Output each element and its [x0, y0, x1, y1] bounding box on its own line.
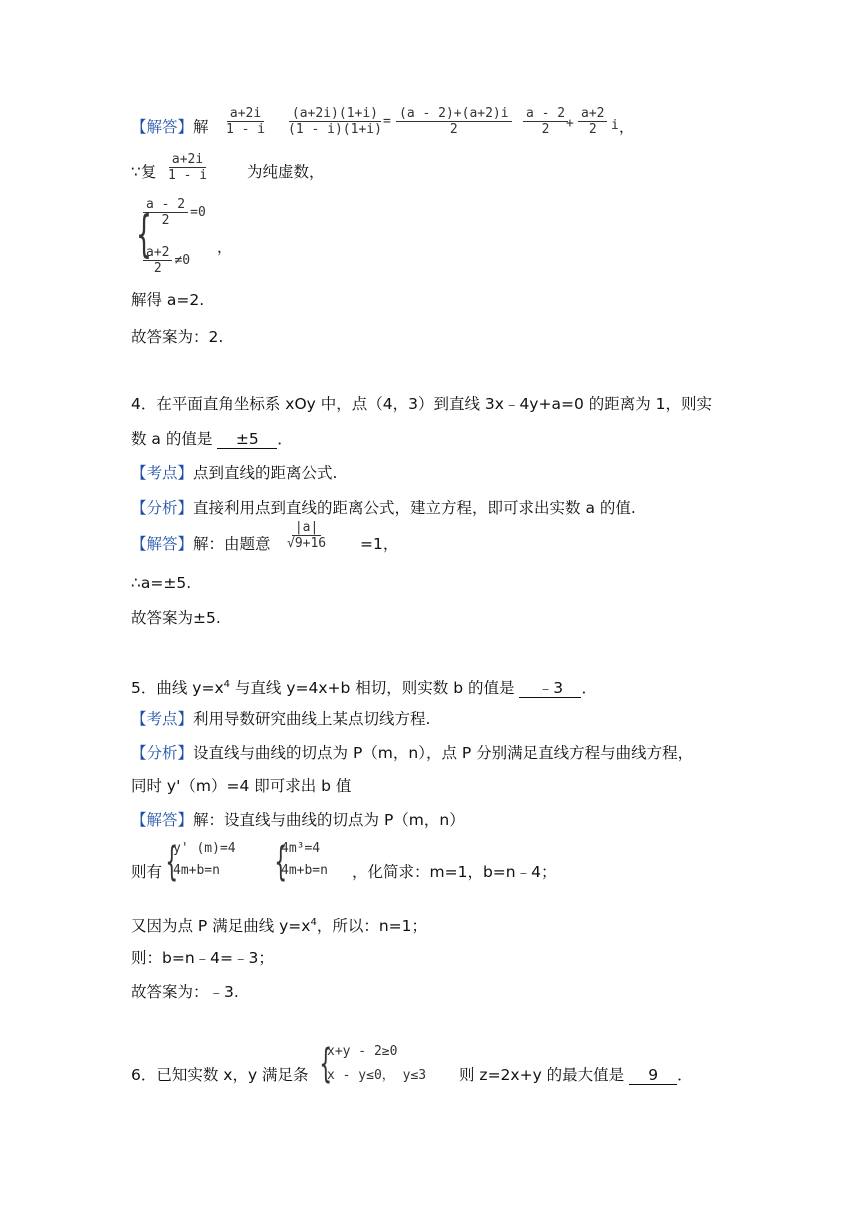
q5-final: 故答案为：﹣3. [131, 983, 239, 1001]
q4-final: 故答案为±5. [131, 609, 221, 627]
q5-also-line: 又因为点 P 满足曲线 $y=x^4$，所以：n=1； [131, 917, 428, 936]
q5-then-label: 则有 [131, 863, 163, 881]
jie-text: 解 [193, 118, 209, 136]
fraction-1: $\frac{a+2i}{1 - i}$ [226, 106, 266, 137]
system-brace-1: { [135, 205, 152, 263]
q5-simplify: ，化简求：m=1，b=n﹣4； [352, 863, 557, 881]
q4-point-line: 【考点】点到直线的距离公式. [131, 464, 338, 482]
q5-point-line: 【考点】利用导数研究曲线上某点切线方程. [131, 710, 431, 728]
system-b: 4m³=4 4m+b=n [281, 841, 328, 878]
system-brace-b: { [274, 839, 288, 885]
fraction-2: $\frac{(a+2i)(1+i)}{(1 - i)(1+i)}$ [288, 106, 382, 137]
q4-fraction: $\frac{|a|}{√9+16}$ [287, 520, 327, 551]
point-tag: 【考点】 [131, 710, 194, 728]
answer-tag: 【解答】 [131, 118, 194, 136]
system-comma: ， [217, 238, 233, 256]
q6-answer-blank: 9 [629, 1066, 677, 1085]
q6-conditions: x+y - 2≥0 x - y≤0， y≤3 [327, 1044, 427, 1083]
fraction-4: $\frac{a - 2}{2}$ [521, 106, 570, 137]
final-answer-3: 故答案为：2. [131, 328, 224, 346]
plus-sign: + [566, 116, 574, 131]
q6-line-post: 则 z=2x+y 的最大值是 9 ． [459, 1066, 693, 1084]
system-brace-a: { [165, 839, 179, 885]
answer-tag: 【解答】 [131, 535, 194, 553]
q6-line-pre: 6．已知实数 x，y 满足条 [131, 1066, 309, 1084]
q4-line-2: 数 a 的值是 ±5 ． [131, 430, 293, 448]
point-tag: 【考点】 [131, 464, 194, 482]
comma-1: ， [619, 118, 635, 136]
pure-imag-text: 为纯虚数， [247, 163, 325, 181]
equals-sign: = [383, 114, 391, 129]
q4-equals-one: =1， [360, 535, 399, 553]
q4-therefore: ∴a=±5. [131, 574, 192, 592]
system-brace-c: { [319, 1041, 333, 1087]
solve-line: 解得 a=2. [131, 291, 205, 309]
analysis-tag: 【分析】 [131, 499, 194, 517]
q5-answer-blank: ﹣3 [519, 679, 581, 698]
system-eq-2: $\frac{a+2}{2}$ ≠0 [141, 245, 190, 276]
because-line: ∵复 [131, 163, 157, 181]
fraction-g: $\frac{a+2i}{1 - i}$ [168, 152, 208, 183]
imag-unit: i [611, 118, 619, 133]
q4-answer-blank: ±5 [217, 430, 277, 449]
q4-answer-line: 【解答】解：由题意 [131, 535, 271, 553]
q4-analysis-line: 【分析】直接利用点到直线的距离公式，建立方程，即可求出实数 a 的值. [131, 499, 636, 517]
q4-line-1: 4．在平面直角坐标系 xOy 中，点（4，3）到直线 3x﹣4y+a=0 的距离为 1，则实 [131, 395, 713, 413]
answer-tag: 【解答】 [131, 811, 194, 829]
q5-analysis-line-2: 同时 y'（m）=4 即可求出 b 值 [131, 777, 352, 795]
q5-then2: 则：b=n﹣4=﹣3； [131, 949, 274, 967]
q5-analysis-line-1: 【分析】设直线与曲线的切点为 P（m，n），点 P 分别满足直线方程与曲线方程， [131, 744, 694, 762]
fraction-5: $\frac{a+2}{2}$ [576, 106, 609, 137]
fraction-3: $\frac{(a - 2)+(a+2)i}{2}$ [394, 106, 514, 137]
system-a: y' (m)=4 4m+b=n [173, 841, 236, 878]
q5-line-1: 5．曲线 $y=x^4$ 与直线 y=4x+b 相切，则实数 b 的值是 ﹣3 ． [131, 679, 597, 698]
answer-line-3-1 [131, 116, 209, 138]
system-eq-1: $\frac{a - 2}{2}$ =0 [141, 197, 206, 228]
analysis-tag: 【分析】 [131, 744, 194, 762]
q5-answer-line: 【解答】解：设直线与曲线的切点为 P（m，n） [131, 811, 465, 829]
